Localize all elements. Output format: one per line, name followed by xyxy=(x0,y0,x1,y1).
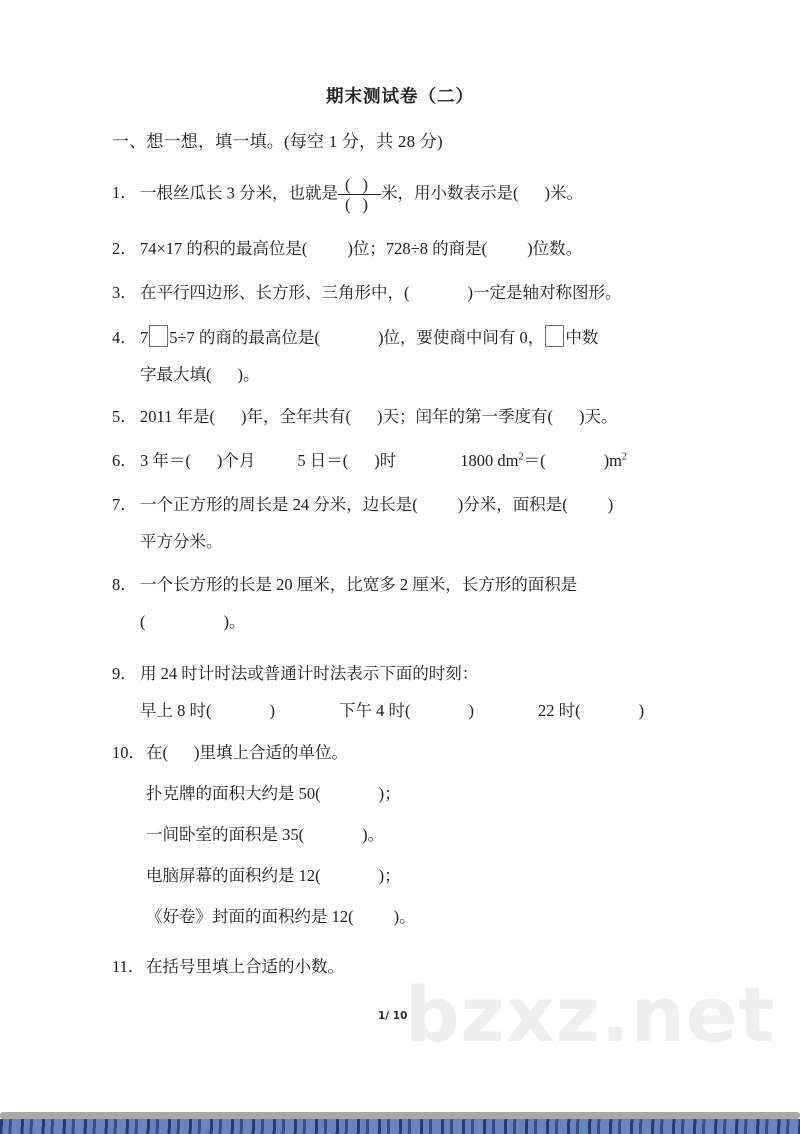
question-7 xyxy=(112,493,732,554)
question-7-number: 7． xyxy=(112,495,137,514)
question-7-line-1 xyxy=(112,493,732,517)
question-6 xyxy=(112,449,732,473)
question-4-line-1 xyxy=(112,325,732,350)
question-4-line-2-text-b: )。 xyxy=(237,364,260,384)
question-2 xyxy=(112,237,732,261)
question-7-text-a: 一个正方形的周长是 24 分米，边长是( xyxy=(140,495,418,514)
question-4-line-2 xyxy=(112,363,732,387)
question-9 xyxy=(112,662,732,723)
question-3-text-b: )一定是轴对称图形。 xyxy=(467,283,622,302)
question-9-paren-c: ) xyxy=(638,700,645,720)
question-3-text-a: 在平行四边形、长方形、三角形中，( xyxy=(140,283,410,302)
question-4-text-b: 5÷7 的商的最高位是( xyxy=(169,328,320,347)
question-10-item-2 xyxy=(112,823,732,847)
watermark-text: bzxz.net xyxy=(405,970,776,1059)
question-9-text-a: 用 24 时计时法或普通计时法表示下面的时刻： xyxy=(140,664,479,683)
question-9-line-1 xyxy=(112,662,732,686)
question-6-text-f: ＝( xyxy=(523,451,546,470)
question-8-line-2 xyxy=(112,610,732,634)
question-2-number: 2． xyxy=(112,239,137,258)
question-1 xyxy=(112,176,732,213)
question-1-text-c: )米。 xyxy=(544,183,583,203)
question-6-text-b: )个月 xyxy=(216,451,256,470)
question-4 xyxy=(112,325,732,387)
question-9-number: 9． xyxy=(112,664,137,683)
question-10-line-1 xyxy=(112,741,732,765)
page-number: 1/ 10 xyxy=(378,1010,408,1022)
section-heading: 一、想一想，填一填。(每空 1 分，共 28 分) xyxy=(112,132,443,151)
question-10-item-1 xyxy=(112,782,732,806)
question-10 xyxy=(112,741,732,929)
question-10-item-3 xyxy=(112,864,732,888)
question-6-line-1 xyxy=(112,449,732,473)
question-5-text-a: 2011 年是( xyxy=(140,407,216,426)
question-8-text-a: 一个长方形的长是 20 厘米，比宽多 2 厘米，长方形的面积是 xyxy=(140,575,578,594)
question-11-text-a: 在括号里填上合适的小数。 xyxy=(146,957,344,976)
question-6-number: 6． xyxy=(112,451,137,470)
question-8-number: 8． xyxy=(112,575,137,594)
question-10-item-4 xyxy=(112,905,732,929)
question-9-line-2 xyxy=(112,699,732,723)
question-4-text-d: 中数 xyxy=(565,328,599,347)
question-10-item-1-text-a: 扑克牌的面积大约是 50( xyxy=(146,783,321,803)
question-2-text-c: )位数。 xyxy=(527,239,583,258)
question-9-time-24h-label: 22 时( xyxy=(538,700,581,720)
question-6-text-a: 3 年＝( xyxy=(140,451,191,470)
question-2-text-b: )位；728÷8 的商是( xyxy=(347,239,488,258)
question-8-line-1 xyxy=(112,573,732,597)
question-7-line-2 xyxy=(112,530,732,554)
question-6-text-c: 5 日＝( xyxy=(297,451,349,470)
question-7-line-2-text: 平方分米。 xyxy=(140,531,223,551)
question-10-item-3-text-a: 电脑屏幕的面积约是 12( xyxy=(146,865,321,885)
fraction-denominator-blank: () xyxy=(345,194,380,214)
question-11-number: 11． xyxy=(112,957,145,976)
question-3-number: 3． xyxy=(112,283,137,302)
question-10-item-4-text-a: 《好卷》封面的面积约是 12( xyxy=(146,906,354,926)
question-4-text-a: 7 xyxy=(140,328,149,347)
question-10-text-a: 在( xyxy=(146,743,168,762)
fraction-blank xyxy=(338,176,381,213)
question-3 xyxy=(112,281,732,305)
question-10-item-2-text-b: )。 xyxy=(362,824,385,844)
question-8-line-2-text-a: ( xyxy=(140,611,146,631)
question-6-text-d: )时 xyxy=(374,451,397,470)
question-1-text-b: 米，用小数表示是( xyxy=(381,183,519,203)
question-10-item-1-text-b: )； xyxy=(378,783,401,803)
question-5-text-c: )天；闰年的第一季度有( xyxy=(377,407,554,426)
question-10-item-2-text-a: 一间卧室的面积是 35( xyxy=(146,824,305,844)
question-4-line-2-text-a: 字最大填( xyxy=(140,364,212,384)
question-2-text-a: 74×17 的积的最高位是( xyxy=(140,239,308,258)
question-6-text-g: )m xyxy=(603,451,622,470)
question-9-time-afternoon-label: 下午 4 时( xyxy=(339,700,411,720)
question-5-text-b: )年，全年共有( xyxy=(241,407,352,426)
page-scroll-divider xyxy=(0,1112,800,1119)
question-8 xyxy=(112,573,732,634)
fraction-numerator-blank: () xyxy=(345,174,380,194)
next-page-ink-texture xyxy=(0,1119,800,1134)
question-1-line-1 xyxy=(112,176,732,213)
question-7-text-b: )分米，面积是( xyxy=(457,495,568,514)
page-title: 期末测试卷（二） xyxy=(326,87,474,107)
superscript-2: 2 xyxy=(518,451,524,463)
digit-box-icon xyxy=(545,325,564,347)
question-9-paren-a: ) xyxy=(269,700,275,720)
question-3-line-1 xyxy=(112,281,732,305)
question-8-line-2-text-b: )。 xyxy=(223,611,246,631)
question-4-text-c: )位，要使商中间有 0， xyxy=(377,328,545,347)
digit-box-icon xyxy=(149,325,168,347)
page-gap-spacer xyxy=(0,1103,800,1112)
question-5 xyxy=(112,405,732,429)
question-5-line-1 xyxy=(112,405,732,429)
next-page-preview xyxy=(0,1119,800,1134)
question-1-text-a: 一根丝瓜长 3 分米，也就是 xyxy=(140,183,338,203)
question-10-text-b: )里填上合适的单位。 xyxy=(194,743,348,762)
question-4-number: 4． xyxy=(112,328,137,347)
question-2-line-1 xyxy=(112,237,732,261)
question-10-number: 10． xyxy=(112,743,145,762)
superscript-2: 2 xyxy=(621,451,628,463)
question-5-text-d: )天。 xyxy=(579,407,618,426)
question-6-text-e: 1800 dm xyxy=(460,451,519,470)
question-10-item-4-text-b: )。 xyxy=(393,906,416,926)
question-9-time-morning-label: 早上 8 时( xyxy=(140,700,212,720)
question-10-item-3-text-b: )； xyxy=(378,865,401,885)
question-5-number: 5． xyxy=(112,407,137,426)
question-9-paren-b: ) xyxy=(468,700,474,720)
question-11 xyxy=(112,955,732,979)
question-1-number: 1． xyxy=(112,183,137,203)
question-7-text-c: ) xyxy=(607,495,614,514)
question-11-line-1 xyxy=(112,955,732,979)
